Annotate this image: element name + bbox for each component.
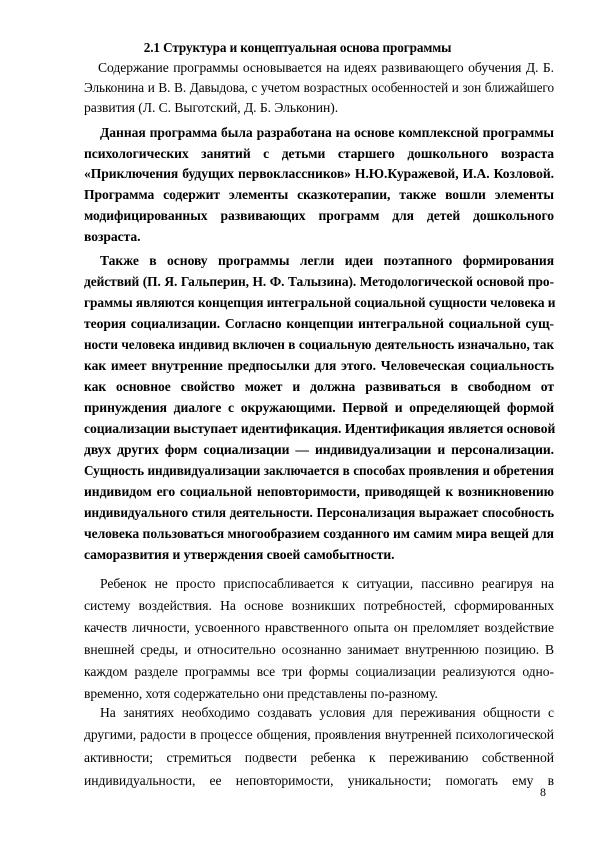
text-line: как имеет внутренние предпосылки для этого. Человеческая социальность (84, 358, 554, 373)
text-line: Сущность индивидуализации заключается в способах проявления и обретения (84, 463, 554, 478)
text-line: действий (П. Я. Гальперин, Н. Ф. Талызина). Методологической основой про- (84, 274, 554, 289)
text-line: временно, хотя содержательно они представлены по-разному. (84, 686, 438, 701)
text-line: граммы являются концепция интегральной социальной сущности человека и (84, 295, 556, 310)
text-line: теория социализации. Согласно концепции интегральной социальной сущ- (84, 316, 554, 331)
text-line: качеств личности, усвоенного нравственного опыта он преломляет воздействие (84, 620, 554, 635)
text-line: Ребенок не просто приспосабливается к ситуации, пассивно реагируя на (100, 576, 554, 591)
text-line: двух других форм социализации — индивидуализации и персонализации. (84, 442, 554, 457)
text-line: индивидуальности, ее неповторимости, уникальности; помогать ему в (84, 773, 554, 788)
text-line: Данная программа была разработана на основе комплексной программы (100, 125, 554, 140)
text-line: внешней среды, и относительно осознанно занимает внутреннюю позицию. В (84, 642, 554, 657)
text-line: модифицированных развивающих программ для детей дошкольного (84, 208, 554, 223)
text-line: возраста. (84, 229, 141, 244)
text-line: как основное свойство может и должна развиваться в свободном от (84, 379, 554, 394)
section-title: 2.1 Структура и концептуальная основа программы (143, 40, 452, 55)
text-line: развития (Л. С. Выготский, Д. Б. Эльконин). (84, 100, 339, 115)
text-line: активности; стремиться подвести ребенка к переживанию собственной (84, 750, 554, 765)
text-line: человека пользоваться многообразием созданного им самим мира вещей для (84, 526, 554, 541)
text-line: принуждения диалоге с окружающими. Первой и определяющей формой (84, 400, 554, 415)
text-line: систему воздействия. На основе возникших потребностей, сформированных (84, 598, 554, 613)
text-line: «Приключения будущих первоклассников» Н.Ю.Куражевой, И.А. Козловой. (84, 166, 554, 181)
text-line: саморазвития и утверждения своей самобытности. (84, 547, 395, 562)
text-line: каждом разделе программы все три формы социализации реализуются одно- (84, 664, 554, 679)
text-line: Программа содержит элементы сказкотерапии, также вошли элементы (84, 187, 554, 202)
text-line: ности человека индивид включен в социальную деятельность изначально, так (84, 337, 554, 352)
text-line: социализации выступает идентификация. Идентификация является основой (84, 421, 556, 436)
text-line: Также в основу программы легли идеи поэтапного формирования (100, 253, 554, 268)
text-line: психологических занятий с детьми старшего дошкольного возраста (84, 146, 554, 161)
text-line: Содержание программы основывается на идеях развивающего обучения Д. Б. (98, 60, 554, 75)
text-line: другими, радости в процессе общения, проявления внутренней психологической (84, 727, 554, 742)
text-line: На занятиях необходимо создавать условия для переживания общности с (100, 705, 554, 720)
text-line: индивидуального стиля деятельности. Персонализация выражает способность (84, 505, 554, 520)
text-line: индивидом его социальной неповторимости, приводящей к возникновению (84, 484, 554, 499)
page-number: 8 (540, 785, 546, 799)
text-line: Эльконина и В. В. Давыдова, с учетом возрастных особенностей и зон ближайшего (84, 80, 554, 95)
